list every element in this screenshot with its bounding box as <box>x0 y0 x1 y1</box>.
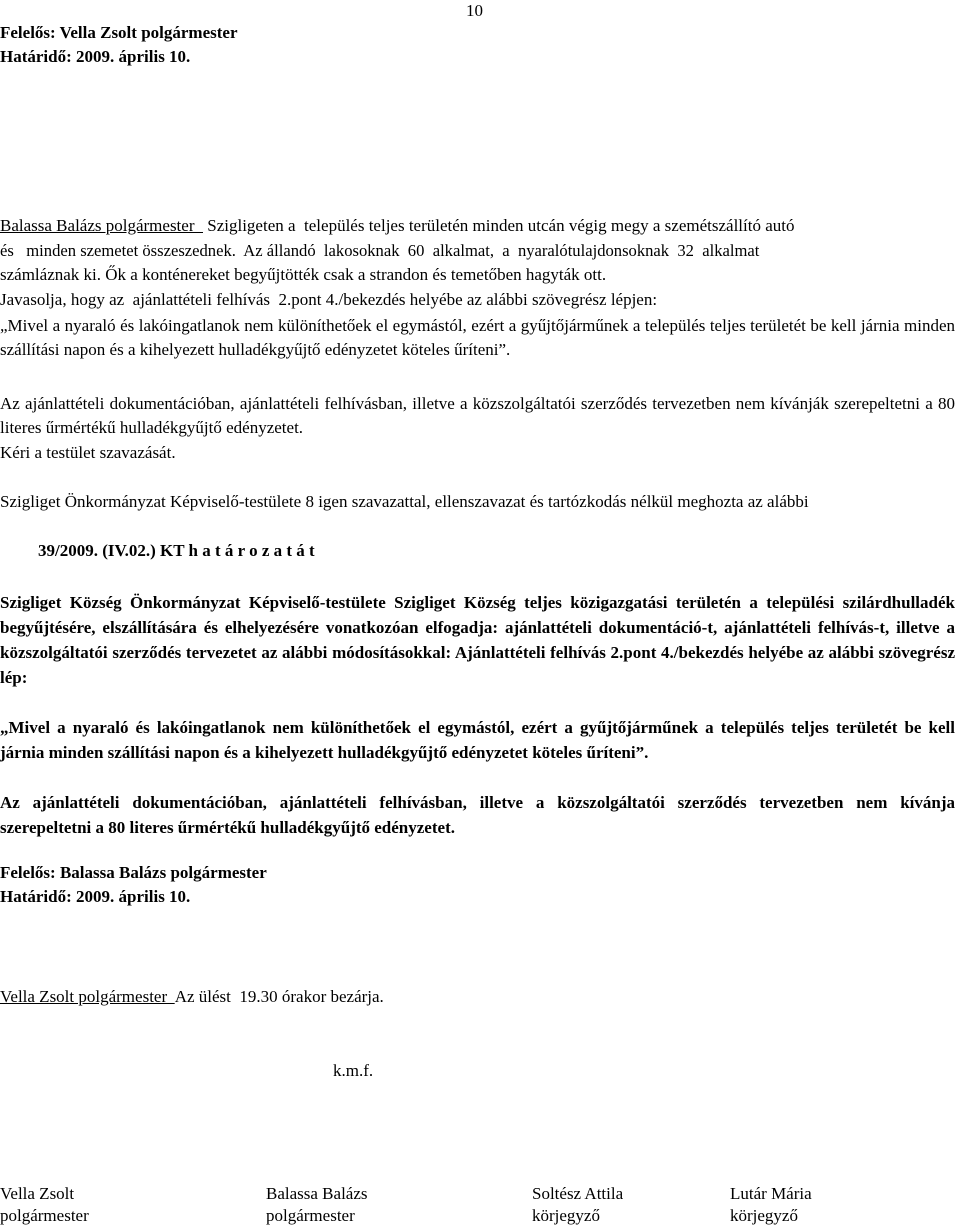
header-deadline: Határidő: 2009. április 10. <box>0 47 191 66</box>
paragraph-1-line-3: számláznak ki. Ők a konténereket begyűjtötték csak a strandon és temetőben hagyták ott. <box>0 265 607 284</box>
header-responsible: Felelős: Vella Zsolt polgármester <box>0 23 238 42</box>
signature-block <box>266 1183 368 1227</box>
resolution-paragraph-2: „Mivel a nyaraló és lakóingatlanok nem különíthetőek el egymástól, ezért a gyűjtőjárműnek a település teljes területét be kell járnia minden szállítási napon és a kihelyezett hulladékgyűjtő edényzetet köteles űríteni”. <box>0 718 955 762</box>
signature-name: Soltész Attila <box>532 1184 624 1203</box>
closing-text: Az ülést 19.30 órakor bezárja. <box>174 987 384 1006</box>
kmf: k.m.f. <box>333 1061 374 1080</box>
signature-name: Balassa Balázs <box>266 1184 368 1203</box>
signature-name: Lutár Mária <box>730 1184 812 1203</box>
resolution-number: 39/2009. (IV.02.) KT h a t á r o z a t á t <box>38 541 315 560</box>
signature-name: Vella Zsolt <box>0 1184 75 1203</box>
speaker-name: Balassa Balázs polgármester <box>0 216 203 235</box>
resolution-paragraph-1: Szigliget Község Önkormányzat Képviselő-testülete Szigliget Község teljes közigazgatási területén a települési szilárdhulladék begyűjtésére, elszállítására és elhelyezésére vonatkozóan elfogadja: ajánlattételi dokumentáció-t, ajánlattételi felhívás-t, illetve a közszolgáltatói szerződés tervezetet az alábbi módosításokkal: Ajánlattételi felhívás 2.pont 4./bekezdés helyébe az alábbi szövegrész lép: <box>0 593 955 687</box>
paragraph-1-line-4: Javasolja, hogy az ajánlattételi felhívás 2.pont 4./bekezdés helyébe az alábbi szövegrész lépjen: <box>0 290 658 309</box>
signature-title: polgármester <box>0 1206 89 1225</box>
paragraph-1-line-2: és minden szemetet összeszednek. Az állandó lakosoknak 60 alkalmat, a nyaralótulajdonsoknak 32 alkalmat <box>0 241 760 260</box>
signature-block <box>730 1183 812 1227</box>
signature-title: körjegyző <box>730 1206 798 1225</box>
signature-block <box>0 1183 89 1227</box>
signature-title: körjegyző <box>532 1206 600 1225</box>
vote-request: Kéri a testület szavazását. <box>0 443 176 462</box>
paragraph-1-line-1 <box>0 215 795 237</box>
closing-line <box>0 986 384 1008</box>
signature-block <box>532 1183 623 1227</box>
page-number: 10 <box>466 1 483 20</box>
vote-result: Szigliget Önkormányzat Képviselő-testülete 8 igen szavazattal, ellenszavazat és tartózkodás nélkül meghozta az alábbi <box>0 492 809 511</box>
signature-title: polgármester <box>266 1206 355 1225</box>
resolution-responsible: Felelős: Balassa Balázs polgármester <box>0 863 267 882</box>
paragraph-1-text: Szigligeten a település teljes területén minden utcán végig megy a szemétszállító autó <box>203 216 795 235</box>
resolution-paragraph-3: Az ajánlattételi dokumentációban, ajánlattételi felhívásban, illetve a közszolgáltatói szerződés tervezetben nem kívánja szerepeltetni a 80 literes űrmértékű hulladékgyűjtő edényzetet. <box>0 793 955 837</box>
proposed-text-quote: „Mivel a nyaraló és lakóingatlanok nem különíthetőek el egymástól, ezért a gyűjtőjárműnek a település teljes területét be kell járnia minden szállítási napon és a kihelyezett hulladékgyűjtő edényzetet köteles űríteni”. <box>0 316 955 359</box>
resolution-deadline: Határidő: 2009. április 10. <box>0 887 191 906</box>
paragraph-2: Az ajánlattételi dokumentációban, ajánlattételi felhívásban, illetve a közszolgáltatói szerződés tervezetben nem kívánják szerepeltetni a 80 literes űrmértékű hulladékgyűjtő edényzetet. <box>0 394 955 437</box>
closing-speaker: Vella Zsolt polgármester <box>0 987 175 1006</box>
